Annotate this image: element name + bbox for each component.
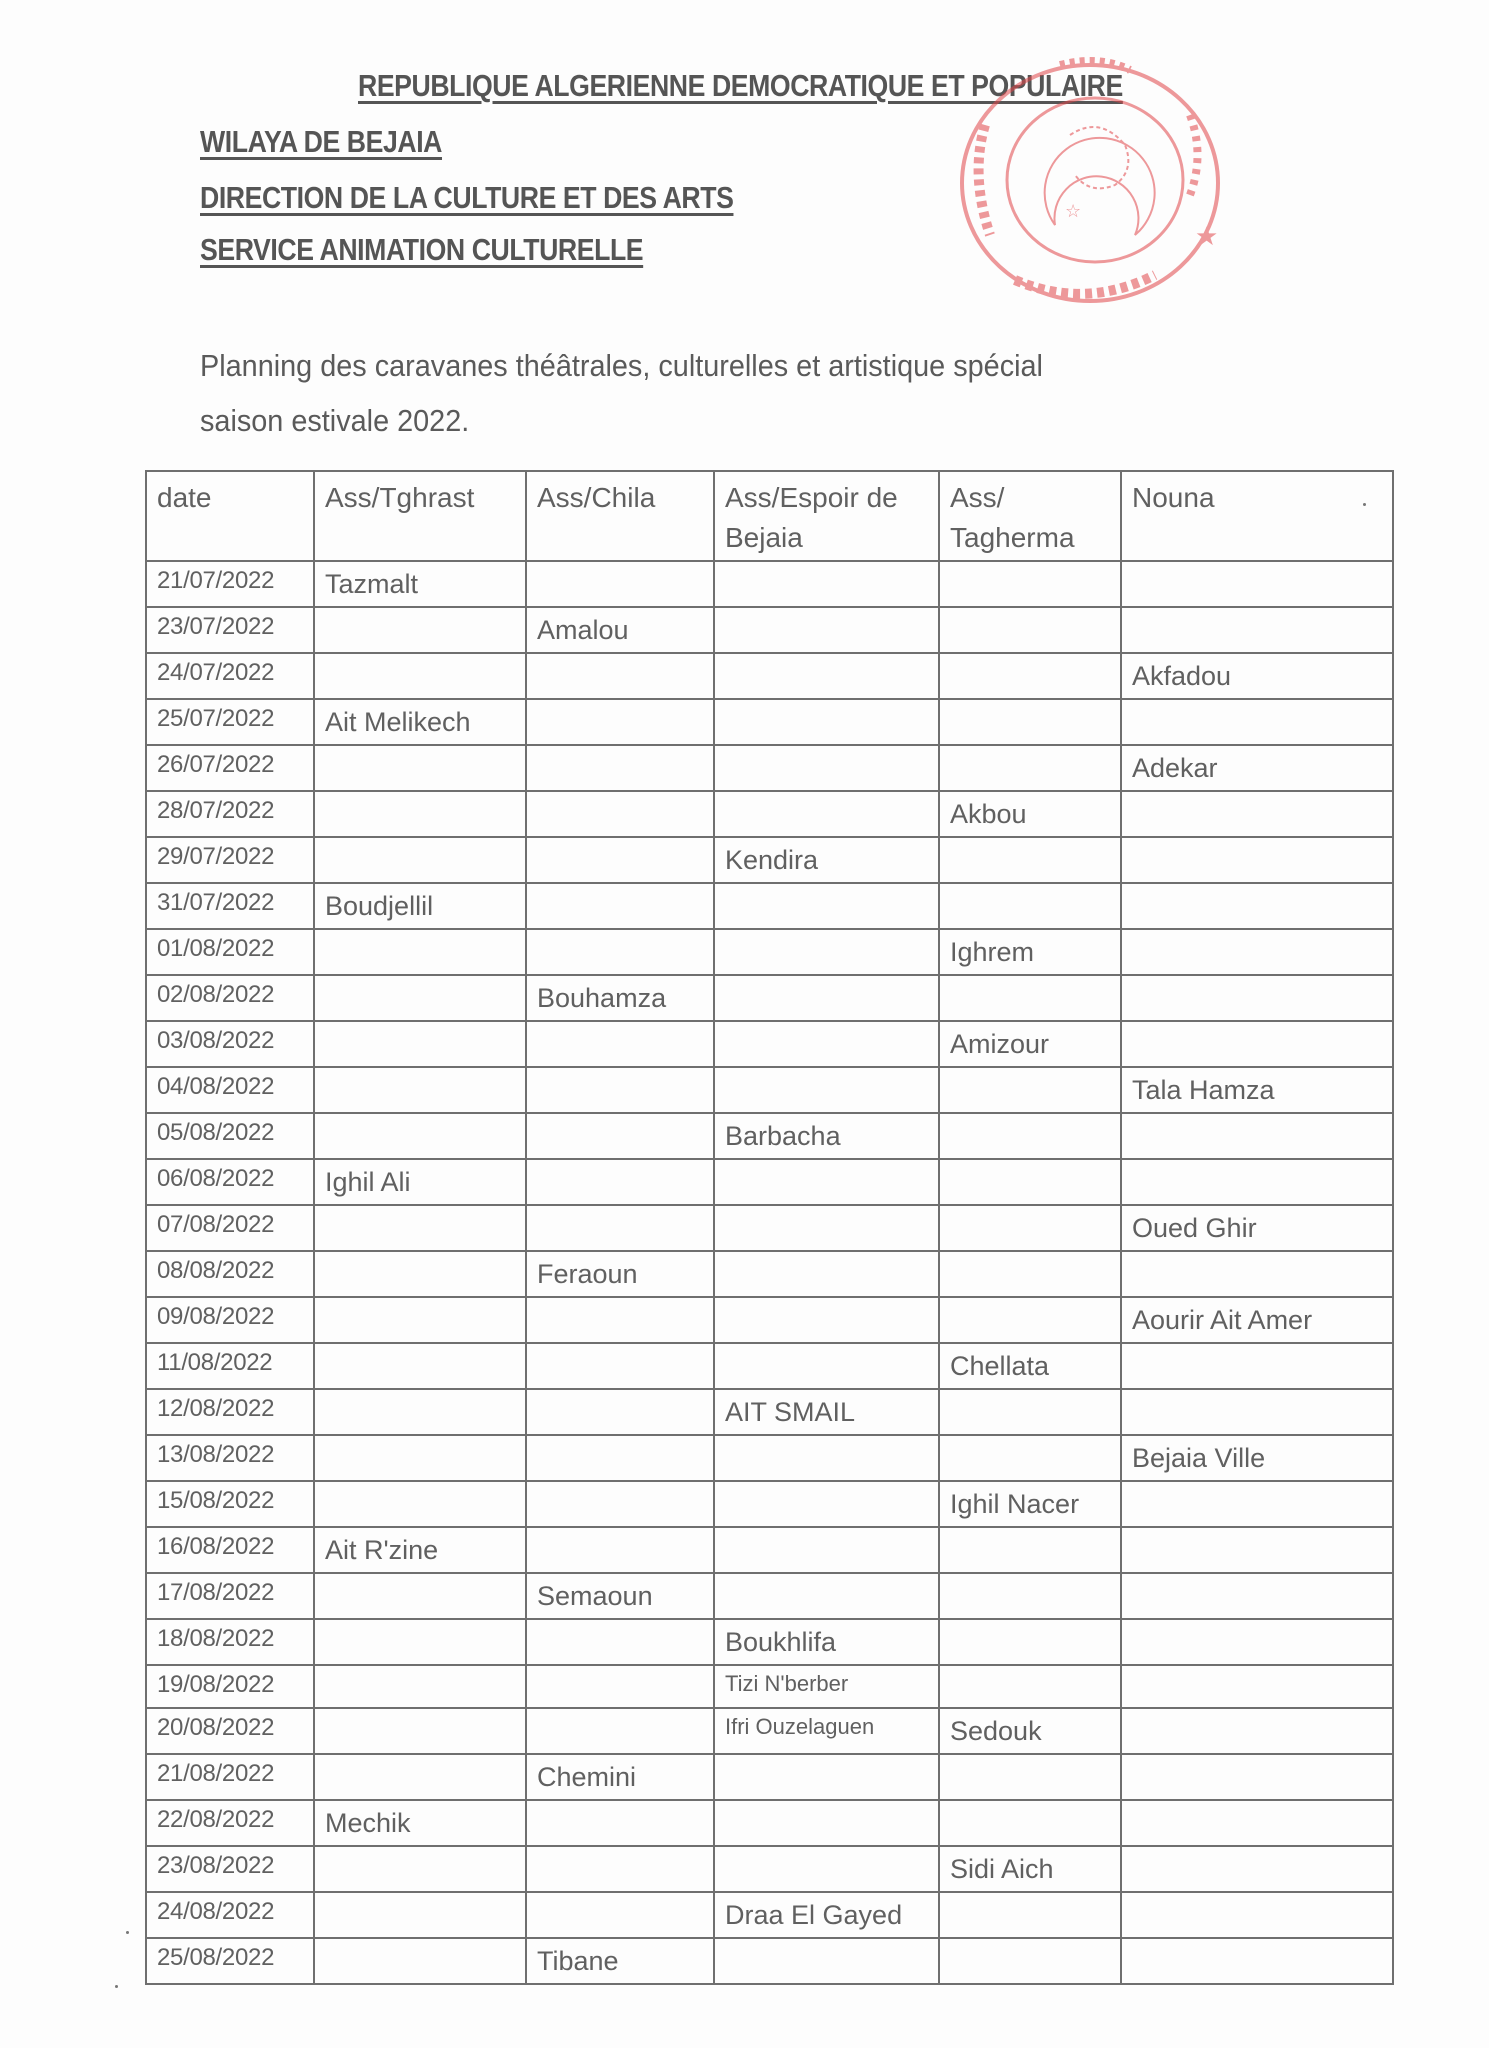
cell-espoir-bejaia: Kendira <box>714 837 939 883</box>
cell-espoir-bejaia <box>714 1435 939 1481</box>
cell-date: 29/07/2022 <box>146 837 314 883</box>
cell-tagherma <box>939 699 1121 745</box>
cell-espoir-bejaia <box>714 561 939 607</box>
cell-date: 23/07/2022 <box>146 607 314 653</box>
table-row <box>146 1573 1393 1619</box>
table-row <box>146 929 1393 975</box>
svg-text:☆: ☆ <box>1065 201 1082 222</box>
cell-tagherma <box>939 1067 1121 1113</box>
header-wilaya: WILAYA DE BEJAIA <box>200 124 443 159</box>
cell-tagherma <box>939 1297 1121 1343</box>
table-row <box>146 653 1393 699</box>
scan-speck <box>1363 503 1366 506</box>
col-header-date: date <box>146 471 314 561</box>
cell-espoir-bejaia <box>714 1846 939 1892</box>
table-row <box>146 1389 1393 1435</box>
cell-tghrast: Mechik <box>314 1800 526 1846</box>
cell-date: 11/08/2022 <box>146 1343 314 1389</box>
cell-tagherma <box>939 883 1121 929</box>
cell-date: 08/08/2022 <box>146 1251 314 1297</box>
cell-tghrast <box>314 1708 526 1754</box>
cell-nouna <box>1121 1892 1393 1938</box>
cell-chila: Bouhamza <box>526 975 714 1021</box>
intro-line-2: saison estivale 2022. <box>200 403 470 438</box>
col-header-nouna: Nouna <box>1121 471 1393 561</box>
cell-espoir-bejaia <box>714 1800 939 1846</box>
table-header-row <box>146 471 1393 561</box>
cell-tghrast <box>314 975 526 1021</box>
cell-date: 19/08/2022 <box>146 1665 314 1708</box>
cell-chila <box>526 1665 714 1708</box>
cell-espoir-bejaia <box>714 1481 939 1527</box>
col-header-tagherma: Ass/ Tagherma <box>939 471 1121 561</box>
cell-tagherma: Amizour <box>939 1021 1121 1067</box>
cell-tagherma <box>939 1938 1121 1984</box>
cell-nouna <box>1121 1573 1393 1619</box>
cell-tagherma <box>939 1573 1121 1619</box>
cell-tagherma <box>939 1527 1121 1573</box>
cell-espoir-bejaia: Draa El Gayed <box>714 1892 939 1938</box>
cell-chila <box>526 1527 714 1573</box>
cell-espoir-bejaia <box>714 653 939 699</box>
cell-tagherma <box>939 1251 1121 1297</box>
cell-nouna <box>1121 1343 1393 1389</box>
cell-nouna <box>1121 1665 1393 1708</box>
cell-chila <box>526 837 714 883</box>
cell-espoir-bejaia <box>714 1527 939 1573</box>
cell-nouna <box>1121 1481 1393 1527</box>
cell-tghrast <box>314 653 526 699</box>
cell-tghrast <box>314 1389 526 1435</box>
table-row <box>146 1021 1393 1067</box>
cell-tghrast <box>314 791 526 837</box>
cell-nouna <box>1121 791 1393 837</box>
cell-tghrast <box>314 607 526 653</box>
cell-tagherma <box>939 1800 1121 1846</box>
table-row <box>146 1892 1393 1938</box>
svg-text:★: ★ <box>1195 222 1219 252</box>
cell-nouna <box>1121 929 1393 975</box>
cell-tagherma <box>939 1892 1121 1938</box>
table-row <box>146 699 1393 745</box>
cell-nouna <box>1121 1113 1393 1159</box>
cell-tagherma <box>939 745 1121 791</box>
table-row <box>146 1159 1393 1205</box>
cell-date: 12/08/2022 <box>146 1389 314 1435</box>
cell-nouna <box>1121 1159 1393 1205</box>
scan-speck <box>126 1931 129 1934</box>
cell-tagherma <box>939 1665 1121 1708</box>
cell-chila <box>526 791 714 837</box>
cell-espoir-bejaia <box>714 745 939 791</box>
table-row <box>146 1619 1393 1665</box>
cell-nouna <box>1121 1800 1393 1846</box>
cell-tghrast: Tazmalt <box>314 561 526 607</box>
cell-chila <box>526 883 714 929</box>
cell-tagherma: Sidi Aich <box>939 1846 1121 1892</box>
cell-tghrast <box>314 1892 526 1938</box>
cell-espoir-bejaia <box>714 1938 939 1984</box>
cell-espoir-bejaia: Tizi N'berber <box>714 1665 939 1708</box>
cell-tagherma <box>939 653 1121 699</box>
cell-nouna <box>1121 1708 1393 1754</box>
cell-tghrast <box>314 1665 526 1708</box>
col-header-espoir-bejaia: Ass/Espoir de Bejaia <box>714 471 939 561</box>
cell-date: 23/08/2022 <box>146 1846 314 1892</box>
cell-tghrast <box>314 1846 526 1892</box>
cell-date: 01/08/2022 <box>146 929 314 975</box>
cell-espoir-bejaia <box>714 1205 939 1251</box>
cell-espoir-bejaia <box>714 975 939 1021</box>
table-row <box>146 791 1393 837</box>
cell-chila <box>526 1892 714 1938</box>
cell-tghrast <box>314 929 526 975</box>
table-row <box>146 1205 1393 1251</box>
table-row <box>146 1527 1393 1573</box>
cell-nouna <box>1121 1251 1393 1297</box>
cell-tagherma <box>939 975 1121 1021</box>
table-body <box>146 561 1393 1984</box>
cell-nouna <box>1121 837 1393 883</box>
table-row <box>146 1297 1393 1343</box>
col-header-chila: Ass/Chila <box>526 471 714 561</box>
cell-chila: Feraoun <box>526 1251 714 1297</box>
table-row <box>146 1938 1393 1984</box>
cell-chila <box>526 1067 714 1113</box>
cell-chila <box>526 1846 714 1892</box>
cell-chila: Chemini <box>526 1754 714 1800</box>
cell-date: 28/07/2022 <box>146 791 314 837</box>
cell-nouna <box>1121 1754 1393 1800</box>
cell-date: 07/08/2022 <box>146 1205 314 1251</box>
cell-tghrast: Ighil Ali <box>314 1159 526 1205</box>
cell-espoir-bejaia <box>714 1343 939 1389</box>
table-row <box>146 975 1393 1021</box>
cell-tghrast <box>314 1754 526 1800</box>
cell-chila <box>526 561 714 607</box>
cell-chila <box>526 1389 714 1435</box>
cell-tagherma <box>939 1754 1121 1800</box>
cell-tagherma <box>939 1159 1121 1205</box>
cell-espoir-bejaia <box>714 1297 939 1343</box>
cell-nouna <box>1121 607 1393 653</box>
table-row <box>146 1665 1393 1708</box>
cell-tagherma: Ighil Nacer <box>939 1481 1121 1527</box>
table-row <box>146 607 1393 653</box>
cell-tghrast <box>314 1938 526 1984</box>
cell-chila <box>526 1800 714 1846</box>
cell-tagherma <box>939 607 1121 653</box>
cell-tghrast: Boudjellil <box>314 883 526 929</box>
table-row <box>146 561 1393 607</box>
cell-nouna: Bejaia Ville <box>1121 1435 1393 1481</box>
cell-chila <box>526 1435 714 1481</box>
cell-tagherma <box>939 1205 1121 1251</box>
cell-date: 21/08/2022 <box>146 1754 314 1800</box>
cell-tagherma: Akbou <box>939 791 1121 837</box>
cell-espoir-bejaia: AIT SMAIL <box>714 1389 939 1435</box>
cell-nouna <box>1121 1619 1393 1665</box>
table-row <box>146 1113 1393 1159</box>
cell-espoir-bejaia <box>714 1159 939 1205</box>
cell-espoir-bejaia <box>714 791 939 837</box>
cell-date: 31/07/2022 <box>146 883 314 929</box>
intro-line-1: Planning des caravanes théâtrales, culturelles et artistique spécial <box>200 348 1043 383</box>
cell-tghrast <box>314 1251 526 1297</box>
cell-tagherma <box>939 1619 1121 1665</box>
cell-tagherma <box>939 561 1121 607</box>
cell-nouna: Oued Ghir <box>1121 1205 1393 1251</box>
table-row <box>146 1754 1393 1800</box>
table-row <box>146 1067 1393 1113</box>
cell-espoir-bejaia <box>714 1573 939 1619</box>
cell-tghrast <box>314 1205 526 1251</box>
cell-nouna: Akfadou <box>1121 653 1393 699</box>
cell-date: 24/07/2022 <box>146 653 314 699</box>
cell-nouna <box>1121 883 1393 929</box>
cell-date: 25/08/2022 <box>146 1938 314 1984</box>
cell-nouna <box>1121 1846 1393 1892</box>
cell-tghrast <box>314 1481 526 1527</box>
cell-chila <box>526 653 714 699</box>
cell-tghrast <box>314 837 526 883</box>
cell-espoir-bejaia <box>714 929 939 975</box>
cell-tagherma: Chellata <box>939 1343 1121 1389</box>
cell-date: 02/08/2022 <box>146 975 314 1021</box>
cell-tghrast <box>314 1067 526 1113</box>
cell-chila <box>526 1159 714 1205</box>
cell-chila <box>526 1481 714 1527</box>
cell-chila <box>526 699 714 745</box>
cell-tghrast <box>314 1573 526 1619</box>
table-row <box>146 1708 1393 1754</box>
table-row <box>146 1251 1393 1297</box>
cell-chila: Semaoun <box>526 1573 714 1619</box>
cell-date: 04/08/2022 <box>146 1067 314 1113</box>
header-direction: DIRECTION DE LA CULTURE ET DES ARTS <box>200 180 734 215</box>
cell-date: 21/07/2022 <box>146 561 314 607</box>
cell-tagherma: Sedouk <box>939 1708 1121 1754</box>
cell-chila <box>526 1113 714 1159</box>
cell-date: 26/07/2022 <box>146 745 314 791</box>
cell-date: 09/08/2022 <box>146 1297 314 1343</box>
cell-date: 06/08/2022 <box>146 1159 314 1205</box>
cell-tghrast <box>314 1297 526 1343</box>
cell-nouna <box>1121 975 1393 1021</box>
cell-date: 24/08/2022 <box>146 1892 314 1938</box>
cell-nouna <box>1121 1389 1393 1435</box>
cell-nouna <box>1121 1527 1393 1573</box>
cell-espoir-bejaia <box>714 1021 939 1067</box>
cell-chila <box>526 1619 714 1665</box>
table-row <box>146 1481 1393 1527</box>
table-row <box>146 745 1393 791</box>
cell-tghrast <box>314 1113 526 1159</box>
scan-speck <box>115 1985 118 1988</box>
cell-tghrast: Ait R'zine <box>314 1527 526 1573</box>
cell-date: 15/08/2022 <box>146 1481 314 1527</box>
cell-chila: Amalou <box>526 607 714 653</box>
planning-table <box>145 470 1394 1985</box>
cell-date: 17/08/2022 <box>146 1573 314 1619</box>
cell-espoir-bejaia: Boukhlifa <box>714 1619 939 1665</box>
cell-espoir-bejaia <box>714 699 939 745</box>
cell-espoir-bejaia: Ifri Ouzelaguen <box>714 1708 939 1754</box>
cell-chila <box>526 745 714 791</box>
table-row <box>146 1343 1393 1389</box>
cell-tghrast <box>314 1021 526 1067</box>
cell-date: 20/08/2022 <box>146 1708 314 1754</box>
cell-chila <box>526 1205 714 1251</box>
cell-nouna <box>1121 699 1393 745</box>
cell-chila <box>526 929 714 975</box>
cell-date: 13/08/2022 <box>146 1435 314 1481</box>
cell-espoir-bejaia <box>714 1754 939 1800</box>
table-row <box>146 1846 1393 1892</box>
cell-tagherma: Ighrem <box>939 929 1121 975</box>
cell-date: 22/08/2022 <box>146 1800 314 1846</box>
col-header-tghrast: Ass/Tghrast <box>314 471 526 561</box>
cell-date: 05/08/2022 <box>146 1113 314 1159</box>
cell-chila: Tibane <box>526 1938 714 1984</box>
cell-date: 18/08/2022 <box>146 1619 314 1665</box>
cell-tagherma <box>939 1113 1121 1159</box>
cell-nouna: Tala Hamza <box>1121 1067 1393 1113</box>
cell-nouna <box>1121 561 1393 607</box>
cell-nouna: Aourir Ait Amer <box>1121 1297 1393 1343</box>
table-row <box>146 837 1393 883</box>
cell-date: 25/07/2022 <box>146 699 314 745</box>
cell-espoir-bejaia <box>714 1251 939 1297</box>
cell-tagherma <box>939 1389 1121 1435</box>
cell-chila <box>526 1343 714 1389</box>
header-service: SERVICE ANIMATION CULTURELLE <box>200 232 644 267</box>
cell-chila <box>526 1297 714 1343</box>
table-row <box>146 883 1393 929</box>
header-republic: REPUBLIQUE ALGERIENNE DEMOCRATIQUE ET POPULAIRE <box>358 68 1123 103</box>
cell-nouna <box>1121 1938 1393 1984</box>
cell-nouna <box>1121 1021 1393 1067</box>
cell-espoir-bejaia <box>714 607 939 653</box>
cell-tghrast <box>314 745 526 791</box>
cell-espoir-bejaia: Barbacha <box>714 1113 939 1159</box>
cell-tagherma <box>939 1435 1121 1481</box>
cell-chila <box>526 1021 714 1067</box>
cell-chila <box>526 1708 714 1754</box>
cell-espoir-bejaia <box>714 1067 939 1113</box>
cell-espoir-bejaia <box>714 883 939 929</box>
cell-tagherma <box>939 837 1121 883</box>
cell-nouna: Adekar <box>1121 745 1393 791</box>
table-row <box>146 1435 1393 1481</box>
cell-tghrast <box>314 1619 526 1665</box>
cell-tghrast <box>314 1435 526 1481</box>
cell-date: 03/08/2022 <box>146 1021 314 1067</box>
cell-tghrast: Ait Melikech <box>314 699 526 745</box>
planning-intro <box>200 338 1223 448</box>
cell-tghrast <box>314 1343 526 1389</box>
cell-date: 16/08/2022 <box>146 1527 314 1573</box>
table-row <box>146 1800 1393 1846</box>
